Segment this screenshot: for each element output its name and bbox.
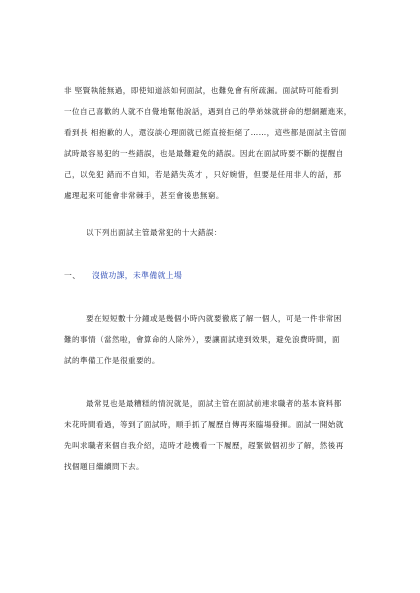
- paragraph-line: 未花時間看過，等到了面試時，順手抓了履歷自傳再來臨場發揮。面試一開始就: [64, 420, 344, 429]
- list-intro: [64, 222, 378, 243]
- paragraph-line: 處理起來可能會非常棘手，甚至會後患無窮。: [64, 191, 224, 200]
- list-intro-line: 以下列出面試主管最常犯的十大錯誤：: [86, 228, 222, 237]
- paragraph-line: 一位自己喜歡的人就不自覺地幫他說話，遇到自己的學弟妹就拼命的想網羅進來，: [64, 107, 352, 116]
- paragraph-line: 最常見也是最糟糕的情況就是，面試主管在面試前連求職者的基本資料都: [86, 399, 342, 408]
- paragraph-line: 試的準備工作是很重要的。: [64, 356, 160, 365]
- section-heading: [64, 265, 378, 286]
- spacer: [64, 371, 378, 393]
- paragraph-line: 看到長 相抱歉的人，還沒談心理面就已經直接拒絕了……，這些都是面試主管面: [64, 128, 347, 137]
- paragraph-line: 難的事情（當然啦，會算命的人除外），要讓面試達到效果，避免浪費時間，面: [64, 335, 340, 344]
- paragraph-line: 非 堅賢執能無過，即使知道該如何面試，也難免會有所疏漏。面試時可能看到: [64, 86, 339, 95]
- intro-paragraph: [64, 80, 378, 206]
- paragraph-line: 找個題目繼續問下去。: [64, 462, 144, 471]
- paragraph-line: 要在短短數十分鐘或是幾個小時內就要徹底了解一個人，可是一件非常困: [86, 314, 342, 323]
- section-number: 一、: [64, 271, 81, 280]
- paragraph-line: 己，以免犯 錯而不自知，若是錯失英才 ，只好婉惜，但要是任用非人的話，那: [64, 170, 342, 179]
- spacer: [64, 206, 378, 222]
- section-title: 沒做功課，未準備就上場: [92, 271, 183, 280]
- paragraph-2: [64, 308, 378, 371]
- paragraph-line: 試時最容易犯的一些錯誤，也是最難避免的錯誤。因此在面試時要不斷的提醒自: [64, 149, 344, 158]
- spacer: [64, 243, 378, 265]
- spacer: [64, 286, 378, 308]
- paragraph-line: 先叫求職者來個自我介紹，這時才趁機看一下履歷，趕緊做個初步了解，然後再: [64, 441, 344, 450]
- paragraph-3: [64, 393, 378, 477]
